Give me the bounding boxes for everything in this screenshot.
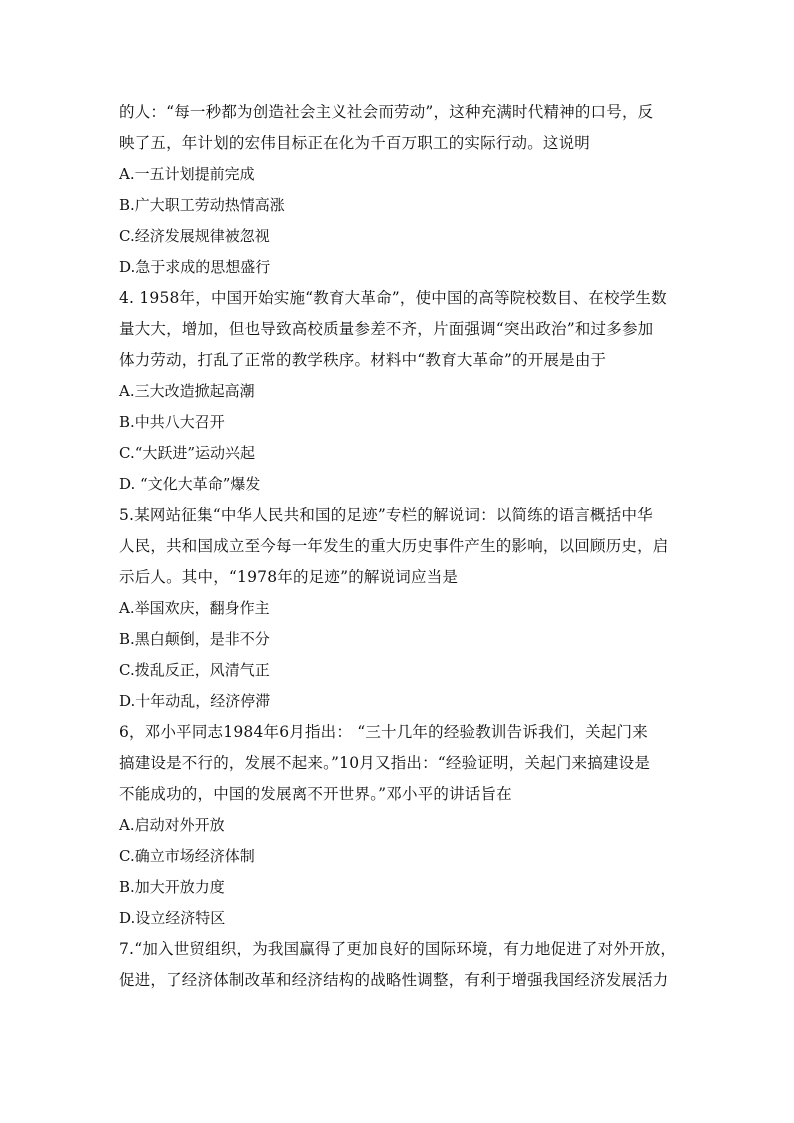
- text-line: 促进，了经济体制改革和经济结构的战略性调整，有利于增强我国经济发展活力: [119, 971, 669, 989]
- answer-option: C.“大跃进”运动兴起: [119, 444, 256, 462]
- question-6-text: 6，邓小平同志1984年6月指出： “三十几年的经验教训告诉我们，关起门来: [119, 723, 648, 741]
- text-line: 量大大，增加，但也导致高校质量参差不齐，片面强调“突出政治”和过多参加: [119, 320, 654, 338]
- text-line: 人民，共和国成立至今每一年发生的重大历史事件产生的影响，以回顾历史，启: [119, 537, 669, 555]
- answer-option: B.加大开放力度: [119, 878, 225, 896]
- text-line: 映了五，年计划的宏伟目标正在化为千百万职工的实际行动。这说明: [119, 134, 591, 152]
- answer-option: C.经济发展规律被忽视: [119, 227, 270, 245]
- answer-option: D.设立经济特区: [119, 909, 226, 927]
- text-line: 体力劳动，打乱了正常的教学秩序。材料中“教育大革命”的开展是由于: [119, 351, 607, 369]
- question-7-text: 7.“加入世贸组织，为我国赢得了更加良好的国际环境，有力地促进了对外开放，: [119, 940, 677, 958]
- answer-option: B.黑白颠倒，是非不分: [119, 630, 270, 648]
- answer-option: A.一五计划提前完成: [119, 165, 255, 183]
- answer-option: B.广大职工劳动热情高涨: [119, 196, 285, 214]
- answer-option: A.三大改造掀起高潮: [119, 382, 255, 400]
- text-line: 不能成功的，中国的发展离不开世界。”邓小平的讲话旨在: [119, 785, 512, 803]
- answer-option: A.启动对外开放: [119, 816, 225, 834]
- text-line: 搞建设是不行的，发展不起来。”10月又指出：“经验证明，关起门来搞建设是: [119, 754, 651, 772]
- answer-option: D.十年动乱，经济停滞: [119, 692, 271, 710]
- answer-option: B.中共八大召开: [119, 413, 225, 431]
- answer-option: D.急于求成的思想盛行: [119, 258, 271, 276]
- question-4-text: 4. 1958年，中国开始实施“教育大革命”，使中国的高等院校数目、在校学生数: [119, 289, 667, 307]
- text-line: 的人：“每一秒都为创造社会主义社会而劳动”，这种充满时代精神的口号，反: [119, 103, 654, 121]
- answer-option: C.确立市场经济体制: [119, 847, 255, 865]
- answer-option: A.举国欢庆，翻身作主: [119, 599, 270, 617]
- text-line: 示后人。其中，“1978年的足迹”的解说词应当是: [119, 568, 459, 586]
- answer-option: D. “文化大革命”爆发: [119, 475, 261, 493]
- question-5-text: 5.某网站征集“中华人民共和国的足迹”专栏的解说词：以简练的语言概括中华: [119, 506, 653, 524]
- document-page: [119, 97, 679, 996]
- answer-option: C.拨乱反正，风清气正: [119, 661, 270, 679]
